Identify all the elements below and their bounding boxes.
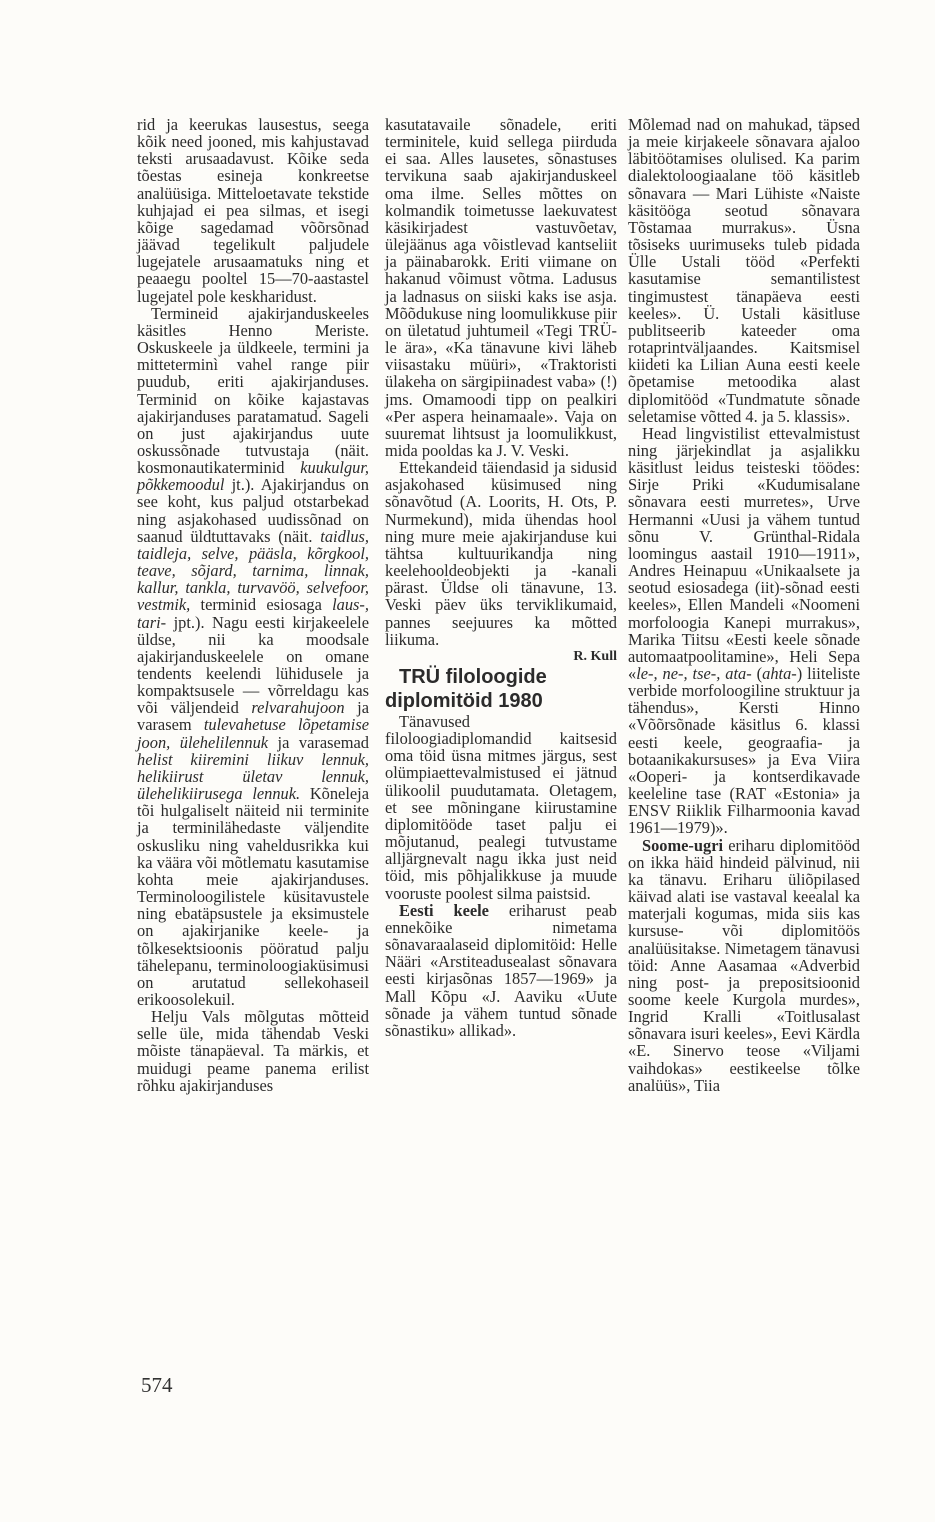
italic-text: laus-, tari- [137, 595, 369, 632]
text: ( [751, 664, 763, 683]
text: ja varasemad [268, 732, 369, 752]
column-3 [628, 116, 860, 1094]
author-signature: R. Kull [573, 648, 617, 664]
bold-text: Soome-ugri [642, 835, 724, 855]
italic-text: taidlus, taidleja, selve, pääsla, kõrgkool, teave, sõjard, tarnima, linnak, kallur, tankla, turvavöö, selvefoor, vestmik, [137, 526, 369, 615]
text: Head lingvistilist ettevalmistust ning järjekindlat ja asjalikku käsitlust leidus teisteski töödes: Sirje Priki «Kudumisalane sõnavara eesti murretes», Urve Hermanni «Uusi ja vähem tuntud sõnu V. Grünthal-Ridala loomingus aastail 1910—1911», Andres Heinapuu «Unikaalsete ja seotud esiosadega (iit)-sõnad eesti keeles», Ellen Mandeli «Noomeni morfoloogia Kanepi murrakus», Marika Tiitsu «Eesti keele sõnade automaatpoolitamine», Heli Sepa « [628, 423, 860, 683]
paragraph [385, 902, 617, 1039]
column-2 [385, 116, 617, 1039]
italic-text: ahta- [762, 664, 797, 683]
paragraph: kasutatavaile sõnadele, eriti terminitele, kuid sellega piirduda ei saa. Alles lausetes, sõnastuses tervikuna saab ajakirjanduskeel oma ilme. Selles mõttes on kolmandik toimetusse laekuvatest käsikirjadest vastuvõetav, ülejäänus aga võistlevad kantseliit ja päinabarokk. Eriti viimane on hakanud võimust võtma. Ladusus ja ladnasus on siiski kaks ise asja. Mõõdukuse ning loomulikkuse piir on ületatud juhtumeil «Tegi TRÜ-le ära», «Ka tänavune kivi läheb viisastaku müüri», «Traktoristi ülakeha on särgipiinadest vaba» (!) jms. Omamoodi tipp on pealkiri «Per aspera heinamaale». Vaja on suuremat lihtsust ja loomulikkust, mida pooldas ka J. V. Veski. [385, 115, 617, 460]
italic-text: relvarahujoon [251, 698, 345, 718]
bold-text: Eesti keele [399, 900, 489, 920]
paragraph [628, 425, 860, 837]
text: Kõneleja tõi hulgaliselt näiteid nii terminite ja terminilähedaste väljendite oskusliku ning vaheldusrikka kui ka väära või mõtlematu kasutamise kohta meie ajakirjanduses. Terminoloogilistele küsitavustele ning ebatäpsustele ja eksimustele on ajakirjanike keele- ja tõlkesektsioonis pööratud palju tähelepanu, terminoloogiaküsimusi on arutatud sellekohaseil erikoosolekuil. [137, 784, 369, 1009]
paragraph [137, 305, 369, 1008]
text: ja varasem [137, 698, 369, 735]
text: Termineid ajakirjanduskeeles käsitles Henno Meriste. Oskuskeele ja üldkeele, termini ja mitteterminì vahel range piir puudub, eriti ajakirjanduses. Terminid on kõike kajastavas ajakirjanduses paratamatud. Sageli on just ajakirjandus uute oskussõnade tutvustaja (näit. kosmonautikaterminid [137, 303, 369, 478]
section-heading: TRÜ filoloogide diplomitöid 1980 [385, 666, 547, 712]
paragraph [628, 837, 860, 1094]
text: jpt.). Nagu eesti kirjakeelele üldse, nii ka moodsale ajakirjanduskeelele on omane tendents keelendi lühidusele ja kompaktsusele — võrreldagu kas või väljendeid [137, 612, 369, 718]
page-number: 574 [141, 1373, 173, 1397]
italic-text: helist kiiremini liikuv lennuk, helikiirust ületav lennuk, ülehelikiirusega lennuk. [137, 749, 369, 804]
text: ) liiteliste verbide morfoloogiline struktuur ja tähendus», Kersti Hinno «Võõrsõnade käsitlus 6. klassi eesti keele, geograafia- ja botaanikakursuses» ja Eva Viira «Ooperi- ja kontserdikavade keeleline tase (RAT «Estonia» ja ENSV Riiklik Filharmoonia kavad 1961—1979)». [628, 664, 860, 838]
paragraph: Ettekandeid täiendasid ja sidusid asjakohased küsimused ning sõnavõtud (A. Loorits, H. Ots, P. Nurmekund), mida ühendas hool ning mure meie ajakirjanduse kui tähtsa kultuurikandja ning keelehooldeobjekti ja -kanali pärast. Üldse oli tänavune, 13. Veski päev üks terviklikumaid, pannes seejuures ka mõtted liikuma. [385, 458, 617, 649]
text: eriharu diplomitööd on ikka häid hindeid pälvinud, nii ka tänavu. Eriharu üliõpilased käivad alati ise vastaval keealal ka materjali kogumas, mida siis kas kursuse- või diplomitöös analüüsitakse. Nimetagem tänavusi töid: Anne Aasamaa «Adverbid ning post- ja prepositsioonid soome keele Kurgola murdes», Ingrid Kralli «Toitlusalast sõnavara isuri keeles», Eevi Kärdla «E. Sinervo teose «Viljami vaihdokas» eestikeelse tõlke analüüs», Tiia [628, 835, 860, 1095]
italic-text: tulevahetuse lõpetamise joon, ülehelilennuk [137, 715, 369, 752]
text: terminid esiosaga [190, 595, 333, 615]
paragraph: Helju Vals mõlgutas mõtteid selle üle, mida tähendab Veski mõiste tänapäeval. Ta märkis, et muidugi peame panema erilist rõhku ajakirjanduses [137, 1007, 369, 1095]
text: jt.). Ajakirjandus on see koht, kus paljud otstarbekad ning asjakohased uudissõnad on saanud üldtuttavaks (näit. [137, 475, 369, 546]
paragraph: Mõlemad nad on mahukad, täpsed ja meie kirjakeele sõnavara ajaloo läbitöötamises olulised. Ka parim dialektoloogiaalane töö käsitleb sõnavara — Mari Lühiste «Naiste käsitööga seotud sõnavara Tõstamaa murrakus». Üsna tõsiseks uurimuseks tuleb pidada Ülle Ustali tööd «Perfekti kasutamise semantilistest tingimustest tänapäeva eesti keeles». Ü. Ustali käsitluse publitseerib kateeder oma rotaprintväljaandes. Kaitsmisel kiideti ka Lilian Auna eesti keele õpetamise metoodika alast diplomitööd «Tundmatute sõnade seletamise võtted 4. ja 5. klassis». [628, 115, 860, 426]
italic-text: le-, ne-, tse-, ata- [636, 664, 752, 683]
column-1 [137, 116, 369, 1094]
paragraph: Tänavused filoloogiadiplomandid kaitsesid oma töid üsna mitmes järgus, sest olümpiaettevalmistused ei jätnud ülikoolil puudutamata. Oletagem, et see mõningane kiirustamine diplomitööde taset palju ei mõjutanud, pealegi tutvustame alljärgnevalt nagu ikka just neid töid, mis põhjalikkuse ja muude vooruste poolest silma paistsid. [385, 712, 617, 903]
text: eriharust peab ennekõike nimetama sõnavaraalaseid diplomitöid: Helle Nääri «Arstiteadusealast sõnavara eesti kirjasõnas 1857—1969» ja Mall Kõpu «J. Aaviku «Uute sõnade ja vähem tuntud sõnade sõnastiku» allikad». [385, 900, 617, 1040]
paragraph: rid ja keerukas lausestus, seega kõik need jooned, mis kahjustavad teksti arusaadavust. Kõike seda tõestas esineja konkreetse analüüsiga. Mitteloetavate tekstide kuhjajad ei pea silmas, et isegi kõige sagedamad võõrsõnad jäävad tegelikult paljudele lugejatele arusaamatuks ning et peaaegu pooltel 15—70-aastastel lugejatel pole keskharidust. [137, 115, 369, 306]
italic-text: kuukulgur, põkkemoodul [137, 458, 369, 495]
